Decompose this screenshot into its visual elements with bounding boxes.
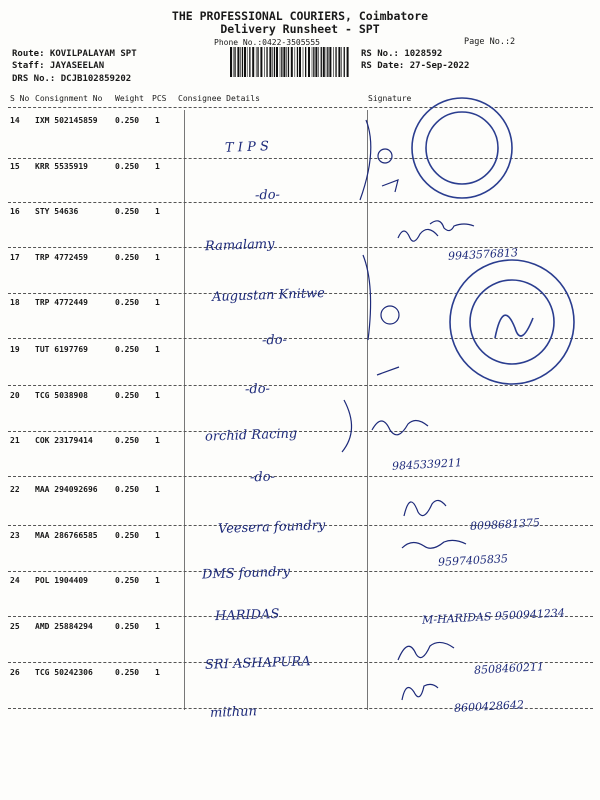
drs-number: DRS No.: DCJB102859202 <box>12 74 132 84</box>
row-consignment: COK 23179414 <box>35 436 93 445</box>
row-sno: 24 <box>10 576 20 585</box>
rs-number: RS No.: 1028592 <box>361 49 443 59</box>
consignee-handwritten: DMS foundry <box>201 564 291 583</box>
consignee-handwritten: -do- <box>261 332 288 349</box>
row-pcs: 1 <box>155 531 160 540</box>
consignee-handwritten: Ramalamy <box>204 236 275 255</box>
row-sno: 25 <box>10 622 20 631</box>
row-sno: 18 <box>10 298 20 307</box>
row-consignment: TRP 4772449 <box>35 298 88 307</box>
consignee-handwritten: mithun <box>209 704 258 721</box>
row-consignment: TCG 50242306 <box>35 668 93 677</box>
row-weight: 0.250 <box>115 116 140 125</box>
row-pcs: 1 <box>155 436 160 445</box>
signature-phone: 8508460211 <box>473 660 545 677</box>
row-pcs: 1 <box>155 116 160 125</box>
row-pcs: 1 <box>155 622 160 631</box>
consignee-handwritten: SRI ASHAPURA <box>204 654 311 673</box>
consignee-handwritten: -do- <box>254 187 281 204</box>
page-number: Page No.:2 <box>464 37 516 47</box>
consignee-handwritten: HARIDAS <box>214 606 280 625</box>
row-weight: 0.250 <box>115 485 140 494</box>
row-sno: 26 <box>10 668 20 677</box>
consignee-handwritten: Veesera foundry <box>217 518 326 537</box>
row-pcs: 1 <box>155 345 160 354</box>
row-consignment: KRR 5535919 <box>35 162 88 171</box>
row-sno: 20 <box>10 391 20 400</box>
row-pcs: 1 <box>155 298 160 307</box>
row-weight: 0.250 <box>115 298 140 307</box>
consignee-handwritten: orchid Racing <box>204 426 298 445</box>
row-weight: 0.250 <box>115 668 140 677</box>
row-consignment: TUT 6197769 <box>35 345 88 354</box>
col-sno: S No <box>10 94 30 103</box>
consignee-handwritten: T I P S <box>224 139 270 156</box>
row-sno: 14 <box>10 116 20 125</box>
signature-phone: 9943576813 <box>447 246 519 263</box>
consignee-handwritten: Augustan Knitwe <box>211 286 326 305</box>
row-sno: 22 <box>10 485 20 494</box>
row-sno: 21 <box>10 436 20 445</box>
row-weight: 0.250 <box>115 207 140 216</box>
row-consignment: TCG 5038908 <box>35 391 88 400</box>
rs-date: RS Date: 27-Sep-2022 <box>361 61 470 71</box>
row-consignment: POL 1904409 <box>35 576 88 585</box>
row-weight: 0.250 <box>115 253 140 262</box>
row-weight: 0.250 <box>115 436 140 445</box>
row-sno: 23 <box>10 531 20 540</box>
row-weight: 0.250 <box>115 622 140 631</box>
row-consignment: STY 54636 <box>35 207 79 216</box>
col-signature: Signature <box>368 94 412 103</box>
row-consignment: MAA 286766585 <box>35 531 98 540</box>
row-consignment: TRP 4772459 <box>35 253 88 262</box>
row-pcs: 1 <box>155 668 160 677</box>
row-sno: 16 <box>10 207 20 216</box>
row-pcs: 1 <box>155 485 160 494</box>
phone-number: Phone No.:0422-3505555 <box>214 38 320 47</box>
row-weight: 0.250 <box>115 576 140 585</box>
row-consignment: AMD 25884294 <box>35 622 93 631</box>
signature-phone: M-HARIDAS 9500941234 <box>421 606 566 627</box>
row-weight: 0.250 <box>115 345 140 354</box>
row-sno: 17 <box>10 253 20 262</box>
row-sno: 19 <box>10 345 20 354</box>
signature-phone: 9597405835 <box>437 552 509 569</box>
col-consignment: Consignment No <box>35 94 103 103</box>
staff: Staff: JAYASEELAN <box>12 61 105 71</box>
signature-phone: 8098681375 <box>469 516 541 533</box>
col-weight: Weight <box>115 94 144 103</box>
row-pcs: 1 <box>155 207 160 216</box>
consignee-handwritten: -do- <box>244 381 271 398</box>
route: Route: KOVILPALAYAM SPT <box>12 49 137 59</box>
row-sno: 15 <box>10 162 20 171</box>
row-consignment: IXM 502145859 <box>35 116 98 125</box>
row-pcs: 1 <box>155 391 160 400</box>
signature-phone: 9845339211 <box>391 456 463 473</box>
signature-phone: 8600428642 <box>453 698 525 715</box>
col-consignee: Consignee Details <box>178 94 260 103</box>
row-consignment: MAA 294092696 <box>35 485 98 494</box>
row-pcs: 1 <box>155 576 160 585</box>
consignee-handwritten: -do- <box>249 469 276 486</box>
row-weight: 0.250 <box>115 391 140 400</box>
row-pcs: 1 <box>155 253 160 262</box>
row-weight: 0.250 <box>115 162 140 171</box>
indian-postal-stamp <box>412 98 512 198</box>
document-title: THE PROFESSIONAL COURIERS, Coimbatore <box>171 9 429 23</box>
augustan-company-stamp <box>450 260 574 384</box>
row-pcs: 1 <box>155 162 160 171</box>
row-weight: 0.250 <box>115 531 140 540</box>
col-pcs: PCS <box>152 94 167 103</box>
document-subtitle: Delivery Runsheet - SPT <box>220 22 380 36</box>
